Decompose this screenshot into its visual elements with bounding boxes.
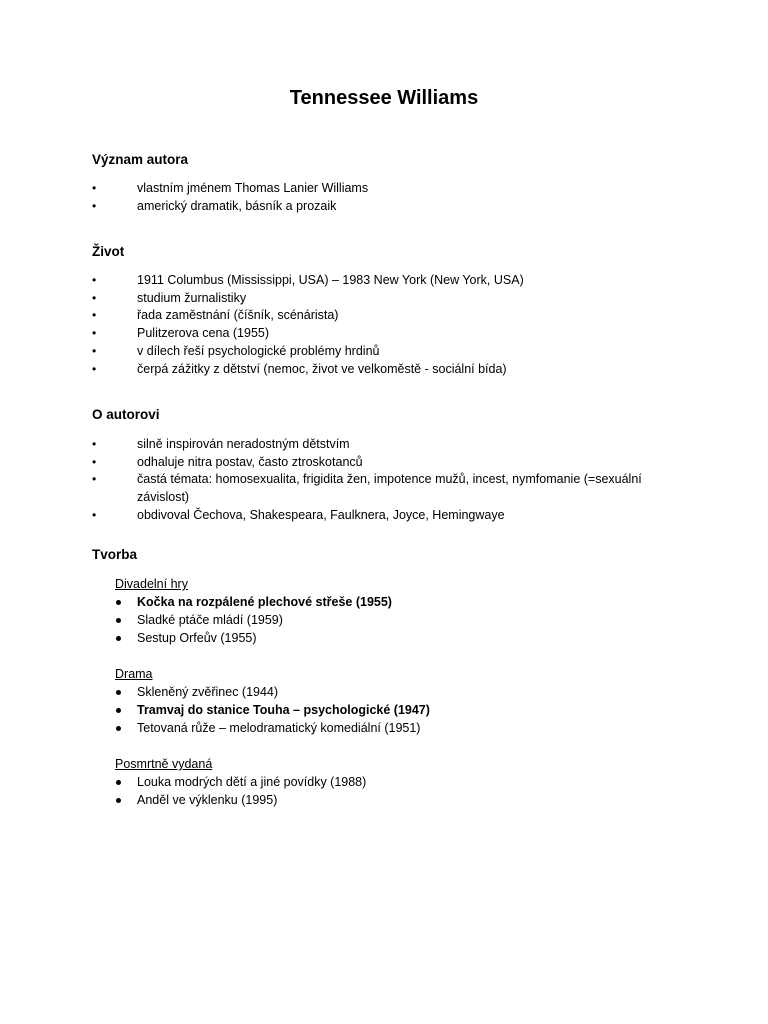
list-item: • častá témata: homosexualita, frigidita žen, impotence mužů, incest, nymfomanie (=sexuální závislost) <box>92 471 682 506</box>
list-posmrtne-vydana <box>115 773 366 809</box>
list-item: • Pulitzerova cena (1955) <box>92 325 682 343</box>
page-title: Tennessee Williams <box>289 87 479 109</box>
list-item: • řada zaměstnání (číšník, scénárista) <box>92 307 682 325</box>
section-heading-zivot: Život <box>92 244 125 259</box>
list-item: Kočka na rozpálené plechové střeše (1955) <box>115 593 392 611</box>
list-o-autorovi <box>92 436 682 525</box>
list-item: Skleněný zvěřinec (1944) <box>115 683 430 701</box>
list-item: • silně inspirován neradostným dětstvím <box>92 436 682 454</box>
list-item: Sladké ptáče mládí (1959) <box>115 611 392 629</box>
subsection-heading-divadelni-hry: Divadelní hry <box>115 577 188 591</box>
list-item: • vlastním jménem Thomas Lanier Williams <box>92 180 682 198</box>
list-zivot <box>92 272 682 378</box>
list-item: Tetovaná růže – melodramatický komediální (1951) <box>115 719 430 737</box>
list-item: • v dílech řeší psychologické problémy hrdinů <box>92 343 682 361</box>
list-item: Tramvaj do stanice Touha – psychologické (1947) <box>115 701 430 719</box>
subsection-drama <box>115 665 430 737</box>
list-item: • čerpá zážitky z dětství (nemoc, život ve velkoměstě - sociální bída) <box>92 361 682 379</box>
section-heading-vyznam: Význam autora <box>92 152 189 167</box>
list-divadelni-hry <box>115 593 392 647</box>
subsection-divadelni-hry <box>115 575 392 647</box>
list-drama <box>115 683 430 737</box>
subsection-heading-drama: Drama <box>115 667 153 681</box>
subsection-heading-posmrtne-vydana: Posmrtně vydaná <box>115 757 213 771</box>
section-heading-o-autorovi: O autorovi <box>92 407 160 422</box>
list-vyznam <box>92 180 682 215</box>
list-item: • 1911 Columbus (Mississippi, USA) – 1983 New York (New York, USA) <box>92 272 682 290</box>
list-item: Sestup Orfeův (1955) <box>115 629 392 647</box>
list-item: • obdivoval Čechova, Shakespeara, Faulknera, Joyce, Hemingwaye <box>92 507 682 525</box>
list-item: Louka modrých dětí a jiné povídky (1988) <box>115 773 366 791</box>
subsection-posmrtne-vydana <box>115 755 366 809</box>
list-item: • americký dramatik, básník a prozaik <box>92 198 682 216</box>
list-item: Anděl ve výklenku (1995) <box>115 791 366 809</box>
section-heading-tvorba: Tvorba <box>92 547 138 562</box>
list-item: • studium žurnalistiky <box>92 290 682 308</box>
list-item: • odhaluje nitra postav, často ztroskotanců <box>92 454 682 472</box>
